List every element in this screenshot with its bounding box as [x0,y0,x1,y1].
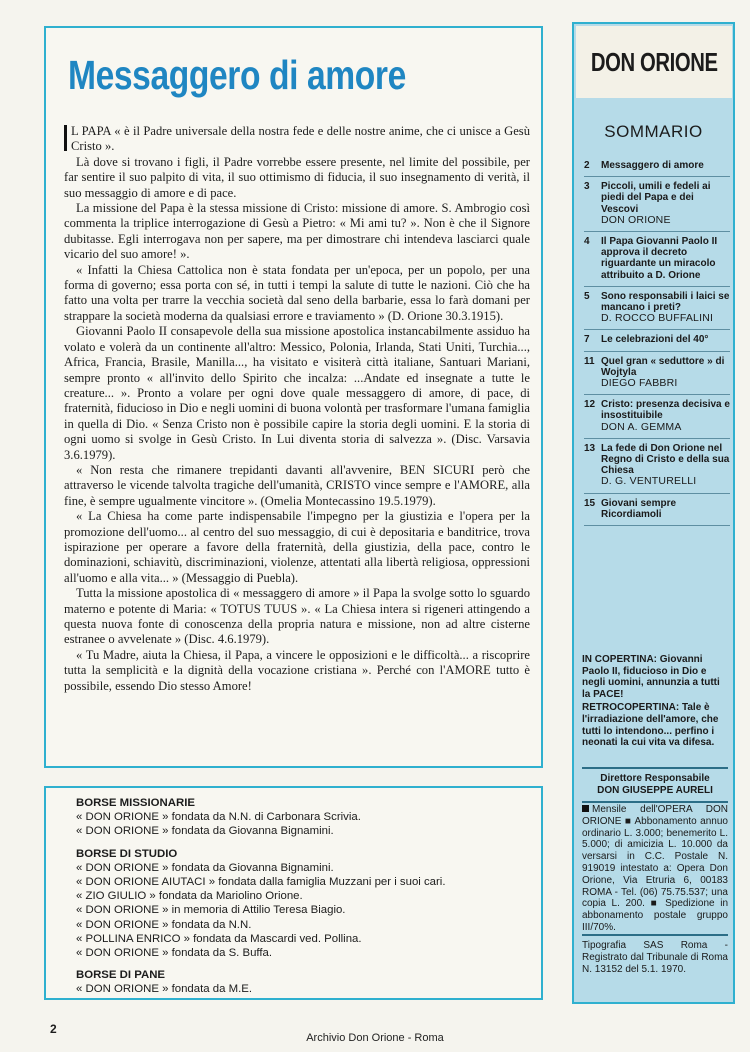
toc-item: 7 Le celebrazioni del 40° [584,330,730,351]
toc-author: DON ORIONE [601,213,671,226]
sommario-heading: SOMMARIO [604,122,703,141]
article-paragraph: « Tu Madre, aiuta la Chiesa, il Papa, a vincere le opposizioni e le difficoltà... a riscoprire tutta la semplicità e la dignità della vocazione cristiana ». Perché con l'AMORE tutto è possibile, essendo Dio stesso Amore! [64,647,530,693]
archive-footer: Archivio Don Orione - Roma [306,1032,444,1044]
article-body [64,124,530,694]
toc-item: 13 La fede di Don Orione nel Regno di Cristo e della sua Chiesa D. G. VENTURELLI [584,439,730,494]
toc-item: 2 Messaggero di amore [584,156,730,177]
article-paragraph: Tutta la missione apostolica di « messaggero di amore » il Papa la svolge sotto lo sguardo materno e potente di Maria: « TOTUS TUUS ». « La Chiesa intera si rigeneri attingendo a questa nuova fonte di conoscenza della propria natura e missione, non ad altre cisterne estranee o avvelenate » (Disc. 4.6.1979). [64,586,530,647]
drop-initial-bar [64,125,67,151]
article-paragraph: « La Chiesa ha come parte indispensabile l'impegno per la giustizia e l'opera per la promozione dell'uomo... al centro del suo messaggio, di cui è depositaria e banditrice, trova ispirazione per operare a favore della fraternità, della giustizia, della pace, contro le dominazioni, schiavitù, discriminazioni, violenze, attentati alla libertà religiosa, oppressioni all'uomo e alla vita... » (Messaggio di Puebla). [64,509,530,585]
page-number: 2 [50,1022,57,1036]
article-paragraph: « Infatti la Chiesa Cattolica non è stata fondata per un'epoca, per un popolo, per una forma di governo; essa porta con sé, in tutti i tempi la salute di tutte le nazioni. Ciò che ha fatto una volta per trarre la vecchia società dal seno della barbarie, essa lo farà domani per strappare la società moderna da qualsiasi errore e traviamento » (D. Orione 30.3.1915). [64,262,530,323]
borse-studio [76,847,516,961]
borsa-item: « POLLINA ENRICO » fondata da Mascardi ved. Pollina. [76,932,362,945]
borsa-item: « DON ORIONE » fondata da N.N. [76,918,252,931]
director-box [582,767,728,803]
square-bullet-icon [582,805,589,812]
article-paragraph: Giovanni Paolo II consapevole della sua missione apostolica instancabilmente assiduo ha volato e volerà da un continente all'altro: Messico, Polonia, Irlanda, Stati Uniti, Turchia..., Africa, Francia, Brasile, Manilla..., ha visitato e visiterà città italiane, Santuari Mariani, sempre pronto « all'invito dello Spirito che incalza: ...Andate ed insegnate a tutte le creature... ». Pronto a volare per ogni dove quale messaggero di amore, di pace, di fraternità, fiducioso in Dio e negli uomini di buona volontà per trasformare l'umana famiglia in quella di Dio. « Senza Cristo non è possibile capire la storia degli uomini. E la storia di ogni uomo si svolge in Gesù Cristo. In Lui diventa storia di salvezza ». (Disc. Varsavia 3.6.1979). [64,324,530,462]
printer-info: Tipografia SAS Roma - Registrato dal Tribunale di Roma N. 13152 del 5.1. 1970. [582,934,728,975]
borse-studio-heading: BORSE DI STUDIO [76,847,178,860]
article-paragraph: L PAPA « è il Padre universale della nostra fede e delle nostre anime, che ci unisce a Gesù Cristo ». [64,124,530,155]
toc-item: 4 Il Papa Giovanni Paolo II approva il decreto riguardante un miracolo attribuito a D. Orione [584,232,730,287]
toc-author: D. ROCCO BUFFALINI [601,312,714,325]
toc-item: 15 Giovani sempre Ricordiamoli [584,494,730,526]
article-title: Messaggero di amore [68,52,406,98]
director-name: DON GIUSEPPE AURELI [597,785,713,796]
toc-item: 3 Piccoli, umili e fedeli ai piedi del Papa e dei Vescovi DON ORIONE [584,177,730,232]
borsa-item: « DON ORIONE AIUTACI » fondata dalla famiglia Muzzani per i suoi cari. [76,876,446,889]
borsa-item: « DON ORIONE » fondata da M.E. [76,983,252,996]
article-paragraph: Là dove si trovano i figli, il Padre vorrebbe essere presente, nel limite del possibile, per far sentire il suo palpito di vita, il suo ottimismo di fiducia, il suo insegnamento di verità, il suo messaggio di amore e di pace. [64,154,530,200]
cover-notes [582,654,728,751]
toc-author: DON A. GEMMA [601,420,682,433]
copertina-note: IN COPERTINA: Giovanni Paolo II, fiducioso in Dio e negli uomini, annunzia a tutti la PACE! [582,654,720,700]
table-of-contents [584,156,730,526]
article-paragraph: La missione del Papa è la stessa missione di Cristo: missione di amore. S. Ambrogio così commenta la triplice interrogazione di Gesù a Pietro: « Mi ami tu? ». Non è che il Signore dubitasse. Egli interrogava non per sapere, ma per dimostrare chi intendeva lasciarci quale vicario del suo amore! ». [64,201,530,262]
borsa-item: « DON ORIONE » fondata da S. Buffa. [76,947,273,960]
borse-pane-heading: BORSE DI PANE [76,969,166,982]
borsa-item: « DON ORIONE » in memoria di Attilio Teresa Biagio. [76,904,346,917]
toc-author: DIEGO FABBRI [601,377,678,390]
borse-missionarie-heading: BORSE MISSIONARIE [76,797,195,809]
article-box [44,26,543,768]
borse-box [44,786,543,1000]
borse-missionarie [76,796,516,839]
borse-pane [76,968,516,996]
toc-item: 12 Cristo: presenza decisiva e insostituibile DON A. GEMMA [584,395,730,439]
borsa-item: « DON ORIONE » fondata da N.N. di Carbonara Scrivia. [76,811,361,824]
borsa-item: « DON ORIONE » fondata da Giovanna Bignamini. [76,825,334,838]
retrocopertina-note: RETROCOPERTINA: Tale è l'irradiazione dell'amore, che tutti lo intendono... perfino i neonati la cui vita va difesa. [582,702,719,749]
toc-item: 5 Sono responsabili i laici se mancano i preti? D. ROCCO BUFFALINI [584,287,730,331]
borsa-item: « DON ORIONE » fondata da Giovanna Bignamini. [76,861,334,874]
borsa-item: « ZIO GIULIO » fondata da Mariolino Orione. [76,890,303,903]
brand-masthead [576,26,732,98]
sidebar [572,22,735,1004]
director-label: Direttore Responsabile [600,773,710,784]
subscription-info: Mensile dell'OPERA DON ORIONE ■ Abbonamento annuo ordinario L. 3.000; benemerito L. 5.000; di amicizia L. 10.000 da versarsi in C.C. Postale N. 919019 intestato a: Opera Don Orione, Via Etruria 6, 00183 ROMA - Tel. (06) 75.75.537; una copia L. 200. ■ Spedizione in abbonamento postale gruppo III/70%. [582,804,728,933]
toc-author: D. G. VENTURELLI [601,475,697,488]
brand-title: DON ORIONE [590,46,718,77]
article-paragraph: « Non resta che rimanere trepidanti davanti all'avvenire, BEN SICURI però che attraverso le vicende talvolta tragiche dell'umanità, CRISTO vince sempre e l'AMORE, alla fine, è sempre ugualmente vincitore ». (Omelia Montecassino 19.5.1979). [64,462,530,508]
toc-item: 11 Quel gran « seduttore » di Wojtyla DIEGO FABBRI [584,352,730,396]
